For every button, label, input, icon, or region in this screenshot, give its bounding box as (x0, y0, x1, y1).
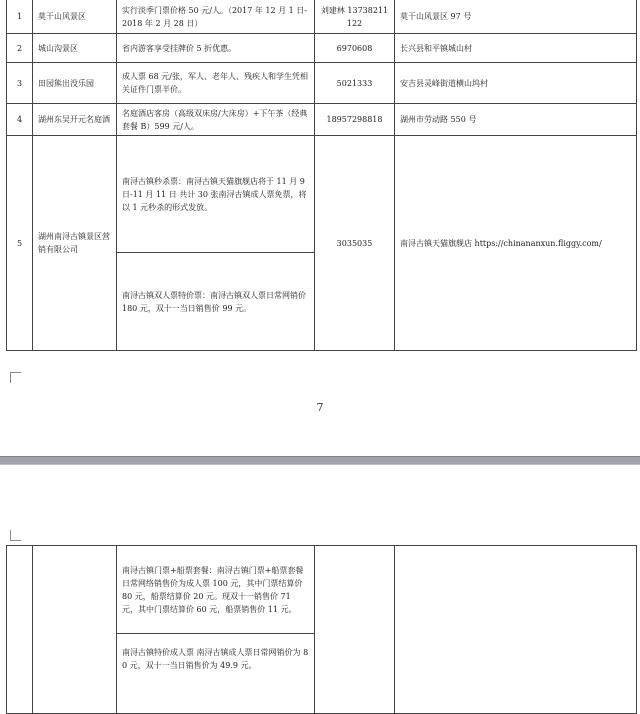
contact-empty (315, 546, 395, 714)
scenic-offers-table-continued (6, 545, 637, 714)
address: 长兴县和平镇城山村 (395, 34, 637, 63)
page-number: 7 (316, 401, 324, 414)
table-row (7, 104, 637, 136)
row-number: 5 (7, 136, 33, 351)
address: 南浔古镇天猫旗舰店 https://chinananxun.fliggy.com/ (395, 136, 637, 351)
page-margin-mark (10, 372, 21, 383)
row-number: 2 (7, 34, 33, 63)
row-number-empty (7, 546, 33, 714)
row-number: 1 (7, 0, 33, 34)
venue-name: 田园熊出没乐园 (33, 63, 117, 104)
offer-text: 省内游客享受挂牌价 5 折优惠。 (117, 34, 315, 63)
page-separator (0, 456, 640, 465)
table-row (7, 0, 637, 34)
table-row (7, 136, 637, 351)
offer-text: 成人票 68 元/张，军人、老年人、残疾人和学生凭相关证件门票半价。 (117, 63, 315, 104)
contact: 3035035 (315, 136, 395, 351)
venue-name: 湖州东吴开元名庭酒 (33, 104, 117, 136)
address: 湖州市劳动路 550 号 (395, 104, 637, 136)
offer-text: 南浔古镇门票+船票套餐：南浔古镇门票+船票套餐日常网络销售价为成人票 100 元，其中门票结算价 80 元，船票结算价 20 元。现双十一销售价 71 元，其中门票结算价 60 元，船票销售价 11 元。 (122, 565, 304, 614)
document-page-bottom (0, 465, 640, 701)
offer-text: 实行淡季门票价格 50 元/人。（2017 年 12 月 1 日-2018 年 2 月 28 日） (117, 0, 315, 34)
scenic-offers-table (6, 0, 637, 351)
address: 莫干山风景区 97 号 (395, 0, 637, 34)
offer-subcells (117, 136, 315, 351)
venue-name-empty (33, 546, 117, 714)
offer-text: 名庭酒店客房（高级双床房/大床房）+下午茶（经典套餐 B）599 元/人。 (117, 104, 315, 136)
contact: 6970608 (315, 34, 395, 63)
offer-text: 南浔古镇双人票特价票：南浔古镇双人票日常网销价 180 元，双十一当日销售价 99 元。 (117, 252, 314, 350)
offer-text: 南浔古镇特价成人票 南浔古镇成人票日常网销价为 80 元，双十一当日销售价为 49.9 元。 (117, 633, 314, 713)
offer-text: 南浔古镇秒杀票：南浔古镇天猫旗舰店将于 11 月 9 日-11 月 11 日 共计 30 张南浔古镇成人票免票，将以 1 元秒杀的形式发放。 (122, 176, 307, 212)
table-row (7, 34, 637, 63)
venue-name: 莫干山风景区 (33, 0, 117, 34)
contact: 5021333 (315, 63, 395, 104)
address: 安吉县灵峰街道横山坞村 (395, 63, 637, 104)
table-row (7, 546, 637, 714)
page-margin-mark (10, 530, 21, 541)
table-row (7, 63, 637, 104)
address-empty (395, 546, 637, 714)
venue-name: 城山沟景区 (33, 34, 117, 63)
venue-name: 湖州南浔古镇景区营销有限公司 (33, 136, 117, 351)
contact: 18957298818 (315, 104, 395, 136)
contact: 刘建林 13738211122 (315, 0, 395, 34)
row-number: 4 (7, 104, 33, 136)
offer-subcells (117, 546, 315, 714)
row-number: 3 (7, 63, 33, 104)
